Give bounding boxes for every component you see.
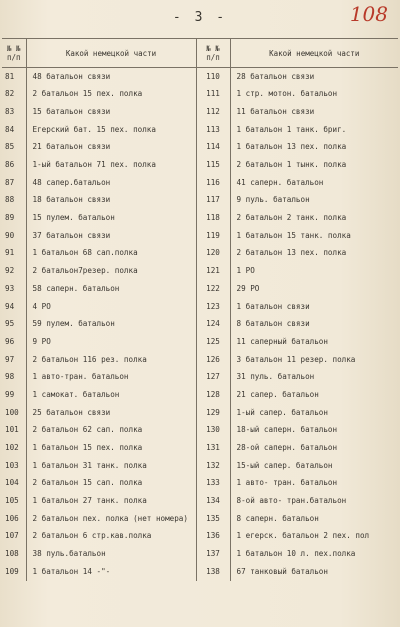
unit-name-left: 21 батальон связи bbox=[32, 142, 111, 152]
table-row bbox=[2, 121, 398, 139]
row-number-left: 95 bbox=[2, 316, 26, 334]
row-number-left: 99 bbox=[2, 386, 26, 404]
unit-name-right: 1-ый сапер. батальон bbox=[236, 407, 328, 417]
page-number: - 3 - bbox=[172, 10, 228, 25]
row-number-left: 89 bbox=[2, 210, 26, 228]
unit-name-left: 1-ый батальон 71 пех. полка bbox=[32, 160, 156, 170]
row-number-right: 131 bbox=[196, 439, 230, 457]
row-number-right: 132 bbox=[196, 457, 230, 475]
row-number-left: 104 bbox=[2, 475, 26, 493]
row-number-left: 102 bbox=[2, 439, 26, 457]
unit-name-right: 28 батальон связи bbox=[236, 71, 315, 81]
row-number-left: 83 bbox=[2, 103, 26, 121]
table-row bbox=[2, 493, 398, 511]
row-number-left: 98 bbox=[2, 369, 26, 387]
unit-name-left: 2 батальон 15 пех. полка bbox=[32, 89, 143, 99]
row-number-right: 117 bbox=[196, 192, 230, 210]
row-number-left: 90 bbox=[2, 227, 26, 245]
unit-name-right: 18-ый саперн. батальон bbox=[236, 425, 338, 435]
unit-name-left: 2 батальон 15 сап. полка bbox=[32, 478, 143, 488]
table-row bbox=[2, 156, 398, 174]
row-number-left: 94 bbox=[2, 298, 26, 316]
unit-name-left: 2 батальон 116 рез. полка bbox=[32, 354, 147, 364]
table-row bbox=[2, 351, 398, 369]
table-row bbox=[2, 369, 398, 387]
unit-name-left: 1 батальон 68 сап.полка bbox=[32, 248, 138, 258]
unit-name-right: 8-ой авто- тран.батальон bbox=[236, 496, 347, 506]
unit-name-left: 2 батальон пех. полка (нет номера) bbox=[32, 514, 188, 524]
unit-name-right: 1 авто- тран. батальон bbox=[236, 478, 338, 488]
row-number-left: 87 bbox=[2, 174, 26, 192]
unit-name-right: 2 батальон 2 танк. полка bbox=[236, 213, 347, 223]
row-number-right: 116 bbox=[196, 174, 230, 192]
header-unit-right: Какой немецкой части bbox=[230, 39, 398, 68]
row-number-right: 122 bbox=[196, 280, 230, 298]
unit-name-left: Егерский бат. 15 пех. полка bbox=[32, 124, 156, 134]
row-number-right: 120 bbox=[196, 245, 230, 263]
table-row bbox=[2, 546, 398, 564]
unit-name-right: 1 РО bbox=[236, 266, 255, 276]
unit-name-left: 15 батальон связи bbox=[32, 106, 111, 116]
units-table-container bbox=[2, 38, 398, 581]
unit-name-right: 1 батальон 13 пех. полка bbox=[236, 142, 347, 152]
header-num-left-text: № № п/п bbox=[6, 44, 21, 62]
row-number-left: 92 bbox=[2, 263, 26, 281]
header-num-right-text: № № п/п bbox=[206, 44, 220, 62]
row-number-left: 108 bbox=[2, 546, 26, 564]
unit-name-left: 2 батальон 62 сап. полка bbox=[32, 425, 143, 435]
row-number-right: 112 bbox=[196, 103, 230, 121]
row-number-right: 118 bbox=[196, 210, 230, 228]
table-row bbox=[2, 510, 398, 528]
table-row bbox=[2, 174, 398, 192]
row-number-left: 100 bbox=[2, 404, 26, 422]
header-num-right bbox=[196, 39, 230, 68]
row-number-right: 111 bbox=[196, 86, 230, 104]
row-number-left: 101 bbox=[2, 422, 26, 440]
table-row bbox=[2, 298, 398, 316]
row-number-left: 103 bbox=[2, 457, 26, 475]
units-table bbox=[2, 38, 398, 581]
table-row bbox=[2, 528, 398, 546]
row-number-right: 128 bbox=[196, 386, 230, 404]
unit-name-right: 11 батальон связи bbox=[236, 106, 315, 116]
row-number-right: 129 bbox=[196, 404, 230, 422]
unit-name-right: 8 батальон связи bbox=[236, 319, 310, 329]
header-unit-left: Какой немецкой части bbox=[26, 39, 196, 68]
table-row bbox=[2, 422, 398, 440]
unit-name-left: 9 РО bbox=[32, 336, 51, 346]
table-row bbox=[2, 333, 398, 351]
row-number-left: 97 bbox=[2, 351, 26, 369]
row-number-left: 93 bbox=[2, 280, 26, 298]
unit-name-left: 25 батальон связи bbox=[32, 407, 111, 417]
row-number-right: 136 bbox=[196, 528, 230, 546]
row-number-right: 113 bbox=[196, 121, 230, 139]
row-number-left: 86 bbox=[2, 156, 26, 174]
table-row bbox=[2, 139, 398, 157]
row-number-right: 134 bbox=[196, 493, 230, 511]
unit-name-left: 1 батальон 27 танк. полка bbox=[32, 496, 147, 506]
table-row bbox=[2, 386, 398, 404]
row-number-left: 81 bbox=[2, 68, 26, 86]
table-body bbox=[2, 68, 398, 581]
unit-name-right: 11 саперный батальон bbox=[236, 336, 328, 346]
row-number-left: 84 bbox=[2, 121, 26, 139]
unit-name-right: 3 батальон 11 резер. полка bbox=[236, 354, 356, 364]
row-number-left: 107 bbox=[2, 528, 26, 546]
row-number-right: 110 bbox=[196, 68, 230, 86]
row-number-left: 96 bbox=[2, 333, 26, 351]
table-row bbox=[2, 316, 398, 334]
row-number-right: 121 bbox=[196, 263, 230, 281]
unit-name-right: 1 егерск. батальон 2 пех. пол bbox=[236, 531, 370, 541]
unit-name-right: 67 танковый батальон bbox=[236, 566, 328, 576]
table-row bbox=[2, 404, 398, 422]
unit-name-left: 1 самокат. батальон bbox=[32, 389, 120, 399]
row-number-left: 105 bbox=[2, 493, 26, 511]
unit-name-left: 1 батальон 31 танк. полка bbox=[32, 460, 147, 470]
unit-name-right: 28-ой саперн. батальон bbox=[236, 443, 338, 453]
unit-name-left: 2 батальон 6 стр.кав.полка bbox=[32, 531, 152, 541]
table-row bbox=[2, 210, 398, 228]
unit-name-left: 58 саперн. батальон bbox=[32, 283, 120, 293]
unit-name-left: 18 батальон связи bbox=[32, 195, 111, 205]
row-number-right: 137 bbox=[196, 546, 230, 564]
unit-name-left: 59 пулем. батальон bbox=[32, 319, 115, 329]
unit-name-right: 1 батальон 10 л. пех.полка bbox=[236, 549, 356, 559]
row-number-left: 109 bbox=[2, 563, 26, 581]
row-number-right: 119 bbox=[196, 227, 230, 245]
table-row bbox=[2, 280, 398, 298]
header-num-left bbox=[2, 39, 26, 68]
unit-name-right: 1 батальон связи bbox=[236, 301, 310, 311]
unit-name-left: 1 батальон 15 пех. полка bbox=[32, 443, 143, 453]
unit-name-right: 15-ый сапер. батальон bbox=[236, 460, 333, 470]
row-number-right: 126 bbox=[196, 351, 230, 369]
unit-name-left: 48 сапер.батальон bbox=[32, 177, 111, 187]
table-header-row bbox=[2, 39, 398, 68]
row-number-left: 88 bbox=[2, 192, 26, 210]
row-number-left: 82 bbox=[2, 86, 26, 104]
unit-name-left: 38 пуль.батальон bbox=[32, 549, 106, 559]
table-row bbox=[2, 86, 398, 104]
unit-name-right: 1 батальон 1 танк. бриг. bbox=[236, 124, 347, 134]
unit-name-left: 48 батальон связи bbox=[32, 71, 111, 81]
table-row bbox=[2, 263, 398, 281]
row-number-left: 106 bbox=[2, 510, 26, 528]
table-row bbox=[2, 227, 398, 245]
unit-name-left: 4 РО bbox=[32, 301, 51, 311]
table-row bbox=[2, 475, 398, 493]
unit-name-right: 21 сапер. батальон bbox=[236, 389, 319, 399]
unit-name-right: 2 батальон 1 тынк. полка bbox=[236, 160, 347, 170]
unit-name-right: 2 батальон 13 пех. полка bbox=[236, 248, 347, 258]
unit-name-right: 1 батальон 15 танк. полка bbox=[236, 230, 351, 240]
table-row bbox=[2, 439, 398, 457]
table-row bbox=[2, 192, 398, 210]
unit-name-left: 1 батальон 14 -"- bbox=[32, 566, 111, 576]
table-row bbox=[2, 245, 398, 263]
table-row bbox=[2, 457, 398, 475]
unit-name-right: 29 РО bbox=[236, 283, 260, 293]
row-number-left: 91 bbox=[2, 245, 26, 263]
row-number-right: 133 bbox=[196, 475, 230, 493]
unit-name-right: 8 саперн. батальон bbox=[236, 513, 319, 523]
row-number-right: 115 bbox=[196, 156, 230, 174]
row-number-right: 114 bbox=[196, 139, 230, 157]
row-number-right: 135 bbox=[196, 510, 230, 528]
unit-name-left: 15 пулем. батальон bbox=[32, 213, 115, 223]
archive-page-mark: 108 bbox=[349, 2, 388, 26]
unit-name-right: 31 пуль. батальон bbox=[236, 372, 315, 382]
table-row bbox=[2, 563, 398, 581]
row-number-right: 130 bbox=[196, 422, 230, 440]
row-number-right: 127 bbox=[196, 369, 230, 387]
row-number-right: 124 bbox=[196, 316, 230, 334]
unit-name-right: 41 саперн. батальон bbox=[236, 177, 324, 187]
row-number-right: 138 bbox=[196, 563, 230, 581]
unit-name-right: 1 стр. мотон. батальон bbox=[236, 89, 338, 99]
unit-name-right: 9 пуль. батальон bbox=[236, 195, 310, 205]
table-row bbox=[2, 68, 398, 86]
row-number-right: 123 bbox=[196, 298, 230, 316]
unit-name-left: 2 батальон7резер. полка bbox=[32, 266, 138, 276]
table-row bbox=[2, 103, 398, 121]
row-number-right: 125 bbox=[196, 333, 230, 351]
unit-name-left: 37 батальон связи bbox=[32, 230, 111, 240]
unit-name-left: 1 авто-тран. батальон bbox=[32, 372, 129, 382]
row-number-left: 85 bbox=[2, 139, 26, 157]
